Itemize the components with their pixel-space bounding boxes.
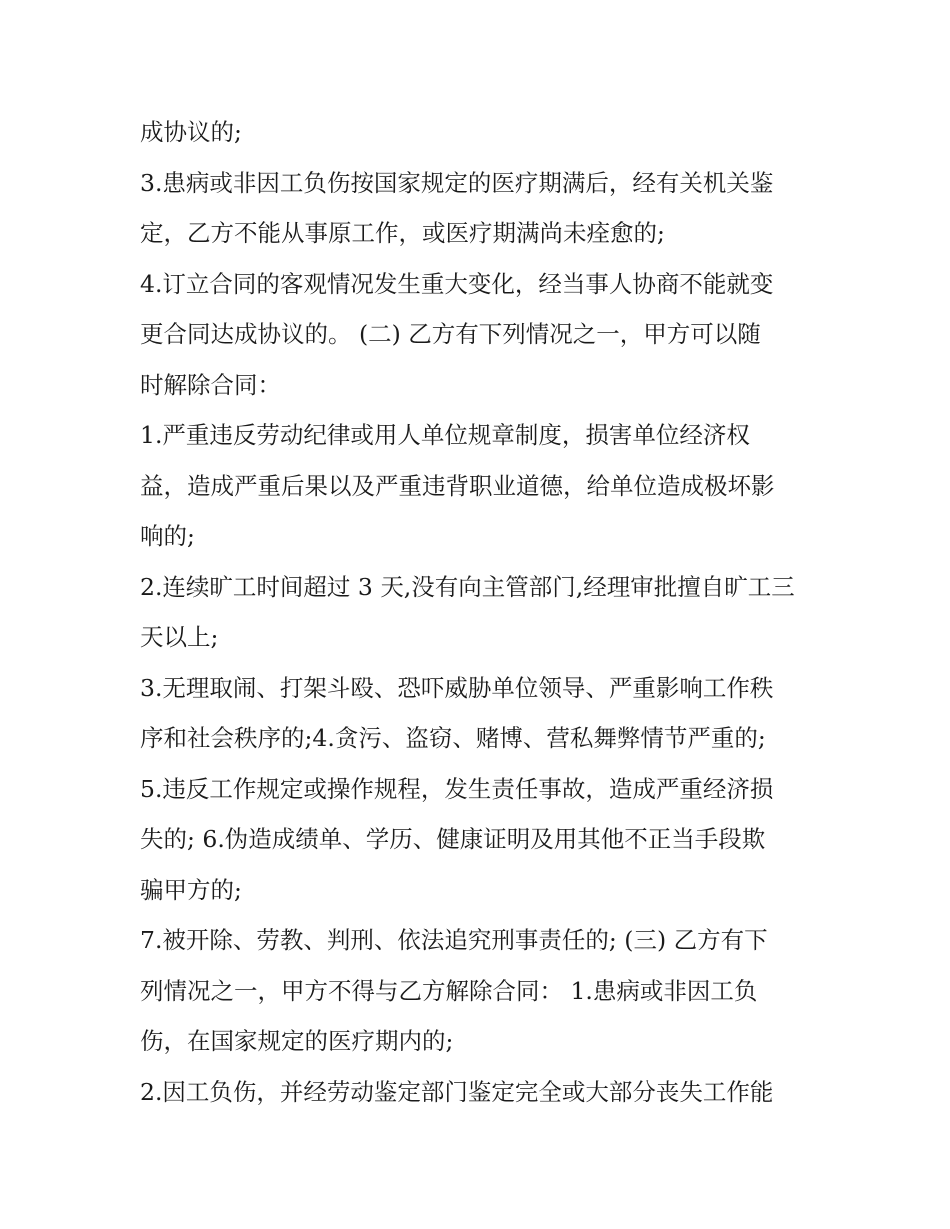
text-line: 3.患病或非因工负伤按国家规定的医疗期满后，经有关机关鉴: [140, 168, 774, 197]
text-line: 失的; 6.伪造成绩单、学历、健康证明及用其他不正当手段欺: [140, 825, 766, 853]
text-line: 更合同达成协议的。 (二) 乙方有下列情况之一，甲方可以随: [140, 320, 761, 348]
text-line: 7.被开除、劳教、判刑、依法追究刑事责任的; (三) 乙方有下: [140, 926, 768, 954]
text-line: 5.违反工作规定或操作规程，发生责任事故，造成严重经济损: [140, 774, 774, 803]
text-line: 4.订立合同的客观情况发生重大变化，经当事人协商不能就变: [140, 269, 774, 298]
text-line: 序和社会秩序的;4.贪污、盗窃、赌博、营私舞弊情节严重的;: [140, 724, 766, 752]
text-line: 时解除合同：: [140, 370, 281, 399]
text-line: 1.严重违反劳动纪律或用人单位规章制度，损害单位经济权: [140, 421, 750, 449]
text-line: 天以上;: [140, 623, 219, 651]
text-line: 伤，在国家规定的医疗期内的;: [140, 1027, 454, 1055]
text-line: 益，造成严重后果以及严重违背职业道德，给单位造成极坏影: [140, 471, 775, 500]
text-line: 定，乙方不能从事原工作，或医疗期满尚未痊愈的;: [140, 219, 665, 247]
text-line: 骗甲方的;: [140, 875, 242, 904]
text-line: 2.连续旷工时间超过 3 天,没有向主管部门,经理审批擅自旷工三: [140, 572, 795, 601]
text-line: 2.因工负伤，并经劳动鉴定部门鉴定完全或大部分丧失工作能: [140, 1077, 774, 1106]
text-line: 列情况之一，甲方不得与乙方解除合同： 1.患病或非因工负: [140, 976, 758, 1005]
text-line: 成协议的;: [140, 118, 242, 146]
document-body: [140, 107, 820, 1117]
text-line: 响的;: [140, 522, 195, 550]
text-line: 3.无理取闹、打架斗殴、恐吓威胁单位领导、严重影响工作秩: [140, 673, 774, 702]
